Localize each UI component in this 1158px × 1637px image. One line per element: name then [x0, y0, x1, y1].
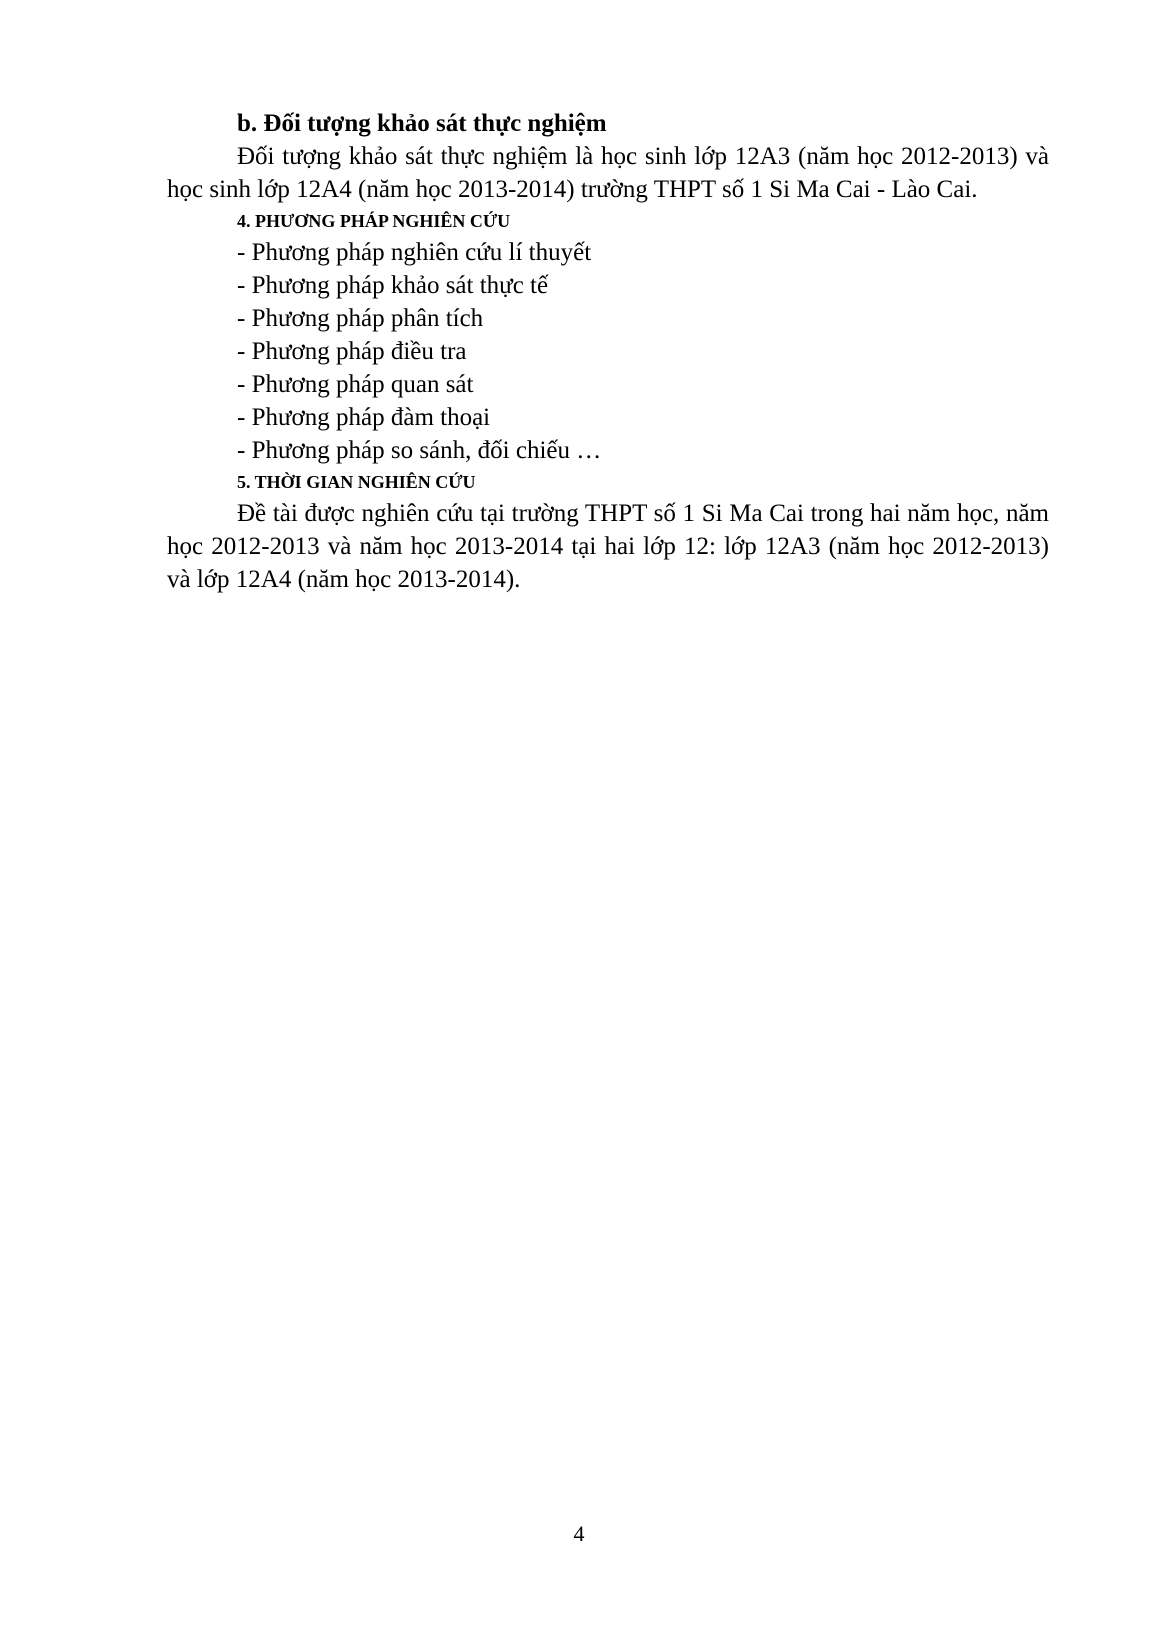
section-5-paragraph: Đề tài được nghiên cứu tại trường THPT số 1 Si Ma Cai trong hai năm học, năm học 2012-2013 và năm học 2013-2014 tại hai lớp 12: lớp 12A3 (năm học 2012-2013) và lớp 12A4 (năm học 2013-2014). [167, 500, 1049, 593]
document-page [167, 108, 1049, 596]
list-item: - Phương pháp quan sát [237, 371, 474, 398]
list-item: - Phương pháp nghiên cứu lí thuyết [237, 239, 592, 266]
section-5-heading: 5. THỜI GIAN NGHIÊN CỨU [237, 472, 476, 492]
research-methods-list [167, 236, 1049, 467]
page-number: 4 [573, 1521, 585, 1546]
list-item: - Phương pháp so sánh, đối chiếu … [237, 437, 602, 464]
list-item: - Phương pháp phân tích [237, 305, 484, 332]
list-item: - Phương pháp điều tra [237, 338, 467, 365]
subsection-heading-b: b. Đối tượng khảo sát thực nghiệm [237, 110, 607, 137]
list-item: - Phương pháp khảo sát thực tế [237, 272, 549, 299]
list-item: - Phương pháp đàm thoại [237, 404, 491, 431]
subsection-b-paragraph: Đối tượng khảo sát thực nghiệm là học sinh lớp 12A3 (năm học 2012-2013) và học sinh lớp 12A4 (năm học 2013-2014) trường THPT số 1 Si Ma Cai - Lào Cai. [167, 143, 1049, 203]
section-4-heading: 4. PHƯƠNG PHÁP NGHIÊN CỨU [237, 211, 511, 231]
